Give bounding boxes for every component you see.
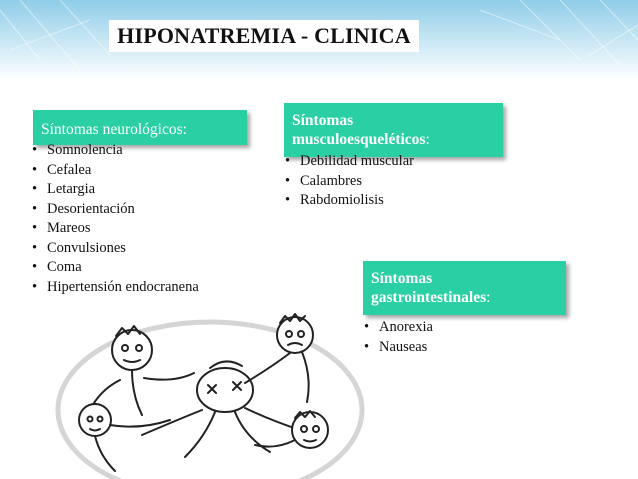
list-item: • Coma <box>30 258 199 278</box>
gastro-symptom-list <box>362 318 433 357</box>
list-item: • Anorexia <box>362 318 433 338</box>
page-title: HIPONATREMIA - CLINICA <box>109 20 419 52</box>
list-item: • Nauseas <box>362 338 433 358</box>
fighting-cartoon-kids-icon <box>40 290 370 479</box>
gastro-heading-line1: Síntomas <box>371 270 433 287</box>
musculo-heading-line1: Síntomas <box>292 112 354 129</box>
musculo-heading-line2: musculoesqueléticos <box>292 131 426 148</box>
list-item: • Calambres <box>283 172 414 192</box>
musculo-heading: Síntomas musculoesqueléticos: <box>284 103 503 157</box>
list-item: • Rabdomiolisis <box>283 191 414 211</box>
list-item: • Letargia <box>30 180 199 200</box>
list-item: • Convulsiones <box>30 239 199 259</box>
list-item: • Cefalea <box>30 161 199 181</box>
list-item: • Somnolencia <box>30 141 199 161</box>
neuro-heading-text: Síntomas neurológicos <box>41 121 183 138</box>
gastro-heading-line2: gastrointestinales <box>371 289 487 306</box>
neuro-symptom-list <box>30 141 199 297</box>
list-item: • Hipertensión endocranena <box>30 278 199 298</box>
list-item: • Mareos <box>30 219 199 239</box>
gastro-heading: Síntomas gastrointestinales: <box>363 261 566 315</box>
list-item: • Desorientación <box>30 200 199 220</box>
list-item: • Debilidad muscular <box>283 152 414 172</box>
neuro-heading: Síntomas neurológicos: <box>33 110 247 145</box>
musculo-symptom-list <box>283 152 414 211</box>
